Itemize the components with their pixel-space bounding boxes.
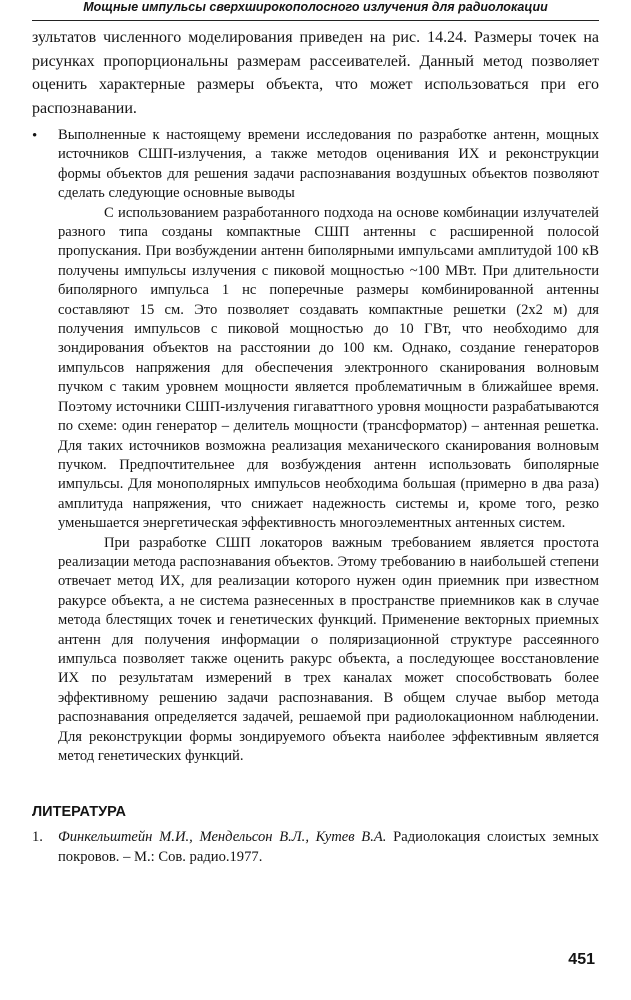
reference-text (58, 827, 599, 867)
conclusion-paragraph-2: При разработке СШП локаторов важным требованием является простота реализации метода распознавания объектов. Этому требованию в наибольшей степени отвечает метод ИХ, для реализации которого нужен один приемник при известном ракурсе объекта, а не система разнесенных в пространстве приемников как в случае метода блестящих точек и генетических функций. Применение векторных приемных антенн для получения информации о поляризационной структуре рассеянного импульса позволяет также оценить ракурс объекта, а последующее восстановление ИХ по результатам измерений в трех каналах может способствовать более эффективному решению задачи распознавания. В общем случае выбор метода распознавания определяется задачей, решаемой при радиолокационном наблюдении. Для реконструкции формы зондируемого объекта наиболее эффективным является метод генетических функций. (58, 534, 599, 764)
conclusion-paragraph-1: С использованием разработанного подхода на основе комбинации излучателей разного типа созданы компактные СШП антенны с расширенной полосой пропускания. При возбуждении антенн биполярными импульсами амплитудой 100 кВ получены импульсы излучения с пиковой мощностью ~100 МВт. При длительности биполярного импульса 1 нс поперечные размеры комбинированной антенны составляют 15 см. Это позволяет создавать компактные решетки (2х2 м) для получения импульсов с пиковой мощностью до 10 ГВт, что необходимо для зондирования объектов на расстоянии до 100 км. Однако, создание генераторов импульсов напряжения для обеспечения электронного сканирования волновым пучком с таким уровнем мощности является проблематичным в ближайшее время. Поэтому источники СШП-излучения гигаваттного уровня мощности разрабатываются по схеме: один генератор – делитель мощности (трансформатор) – антенная решетка. Для таких источников возможна реализация механического сканирования волновым пучком. Предпочтительнее для возбуждения антенн использовать биполярные импульсы. Для монополярных импульсов необходима большая (примерно в два раза) амплитуда напряжения, что снижает надежность системы и, кроме того, резко уменьшается энергетическая эффективность многоэлементных антенных систем. (58, 204, 599, 532)
bullet-text: Выполненные к настоящему времени исследования по разработке антенн, мощных источников СШП-излучения, а также методов оценивания ИХ и реконструкции формы объектов для решения задачи распознавания воздушных объектов позволяют сделать следующие основные выводы (58, 127, 599, 202)
references-heading: ЛИТЕРАТУРА (32, 804, 127, 821)
reference-number: 1. (32, 829, 43, 846)
running-header: Мощные импульсы сверхширокополосного излучения для радиолокации (32, 0, 599, 21)
reference-authors: Финкельштейн М.И., Мендельсон В.Л., Кутев В.А. (58, 829, 387, 846)
bullet-item (32, 126, 599, 204)
page-content (32, 26, 599, 867)
intro-paragraph: зультатов численного моделирования приведен на рис. 14.24. Размеры точек на рисунках пропорциональны размерам рассеивателей. Данный метод позволяет оценить характерные размеры объекта, что может использоваться при его распознавании. (32, 29, 599, 117)
reference-item (32, 827, 599, 867)
bullet-icon: • (32, 128, 38, 144)
reference-title: Радиолокация слоистых земных покровов. – М.: Сов. радио.1977. (58, 829, 599, 866)
page-number: 451 (568, 951, 595, 968)
